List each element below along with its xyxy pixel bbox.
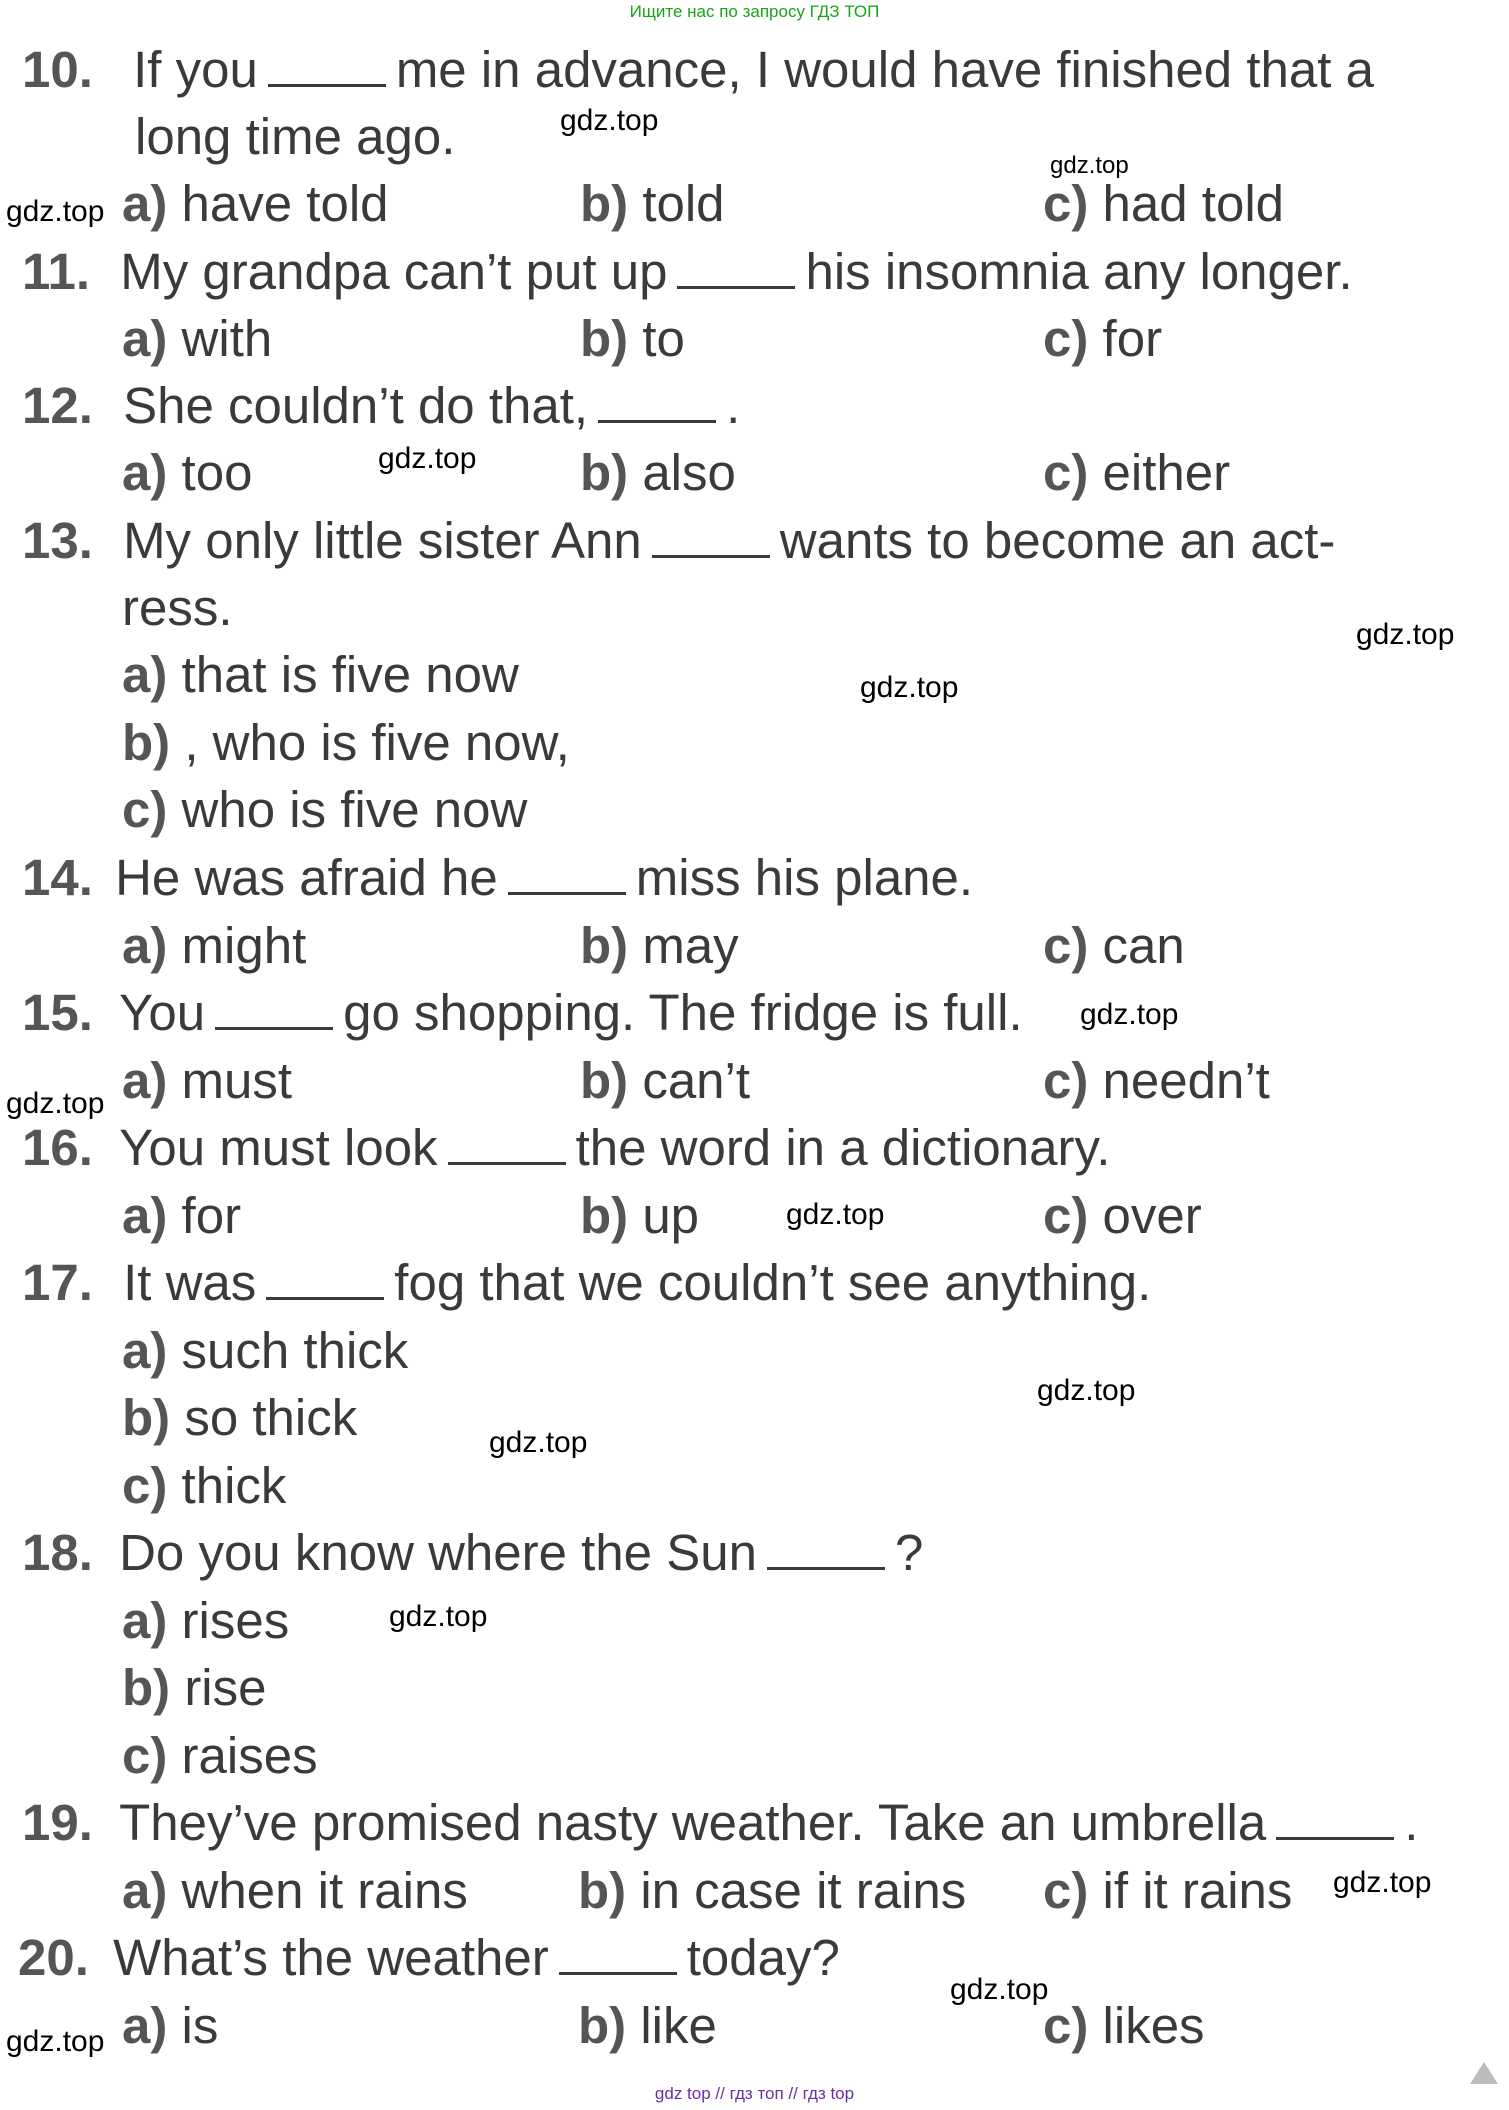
answer-blank (268, 44, 386, 87)
option-c: c) had told (1043, 175, 1285, 232)
question-12: 12. She couldn’t do that, . (22, 377, 741, 434)
option-b: b) up (580, 1187, 700, 1244)
watermark: gdz.top (389, 1600, 488, 1633)
option-a: a) when it rains (122, 1862, 468, 1919)
option-a: a) that is five now (122, 646, 519, 703)
watermark: gdz.top (560, 104, 659, 137)
question-text: me in advance, I would have finished that a (395, 41, 1374, 98)
watermark: gdz.top (378, 442, 477, 475)
answer-blank (266, 1257, 384, 1300)
watermark: gdz.top (786, 1198, 885, 1231)
option-b: b) so thick (122, 1389, 358, 1446)
watermark: gdz.top (1333, 1866, 1432, 1899)
watermark: gdz.top (489, 1426, 588, 1459)
option-b: b) in case it rains (578, 1862, 967, 1919)
bottom-banner: gdz top // гдз топ // гдз top (654, 2084, 855, 2103)
question-15: 15. You go shopping. The fridge is full. (22, 984, 1023, 1041)
option-a: a) is (122, 1997, 219, 2054)
answer-blank (767, 1527, 885, 1570)
option-c: c) if it rains (1043, 1862, 1293, 1919)
option-a: a) for (122, 1187, 242, 1244)
answer-blank (598, 380, 716, 423)
answer-blank (508, 852, 626, 895)
question-13-continuation: ress. (122, 579, 233, 636)
option-c: c) likes (1043, 1997, 1205, 2054)
answer-blank (215, 987, 333, 1030)
question-10 (22, 40, 1374, 100)
watermark: gdz.top (1356, 618, 1455, 651)
option-c: c) for (1043, 310, 1163, 367)
watermark: gdz.top (860, 671, 959, 704)
answer-blank (448, 1122, 566, 1165)
option-c: c) either (1043, 444, 1231, 501)
question-18: 18. Do you know where the Sun ? (22, 1524, 924, 1581)
option-b: b) told (580, 175, 725, 232)
option-b: b) also (580, 444, 736, 501)
watermark: gdz.top (6, 1087, 105, 1120)
question-10-continuation: long time ago. (135, 108, 456, 165)
question-20: 20. What’s the weather today? (18, 1929, 840, 1986)
question-11: 11. My grandpa can’t put up his insomnia any longer. (22, 243, 1353, 300)
option-b: b) , who is five now, (122, 714, 570, 771)
answer-blank (677, 246, 795, 289)
option-b: b) can’t (580, 1052, 751, 1109)
option-b: b) may (580, 917, 739, 974)
option-c: c) who is five now (122, 781, 528, 838)
question-14: 14. He was afraid he miss his plane. (22, 849, 974, 906)
question-19: 19. They’ve promised nasty weather. Take an umbrella . (22, 1794, 1419, 1851)
watermark: gdz.top (1080, 998, 1179, 1031)
question-13: 13. My only little sister Ann wants to become an act- (22, 512, 1336, 569)
option-c: c) needn’t (1043, 1052, 1270, 1109)
watermark: gdz.top (1037, 1374, 1136, 1407)
answer-blank (559, 1932, 677, 1975)
watermark: gdz.top (6, 195, 105, 228)
watermark: gdz.top (6, 2025, 105, 2058)
option-a: a) with (122, 310, 273, 367)
option-c: c) over (1043, 1187, 1202, 1244)
up-arrow-icon[interactable] (1470, 2062, 1498, 2084)
option-c: c) raises (122, 1727, 318, 1784)
option-c: c) thick (122, 1457, 287, 1514)
option-a: a) might (122, 917, 307, 974)
option-a: a) rises (122, 1592, 290, 1649)
question-16: 16. You must look the word in a dictionary. (22, 1119, 1111, 1176)
question-text: If you (133, 41, 258, 98)
option-a: a) such thick (122, 1322, 409, 1379)
answer-blank (1276, 1797, 1394, 1840)
option-a: a) too (122, 444, 253, 501)
option-b: b) rise (122, 1659, 267, 1716)
watermark: gdz.top (1050, 152, 1129, 179)
option-a: a) must (122, 1052, 293, 1109)
top-banner: Ищите нас по запросу ГДЗ ТОП (629, 2, 880, 21)
question-number: 10. (22, 41, 93, 98)
answer-blank (652, 515, 770, 558)
watermark: gdz.top (950, 1973, 1049, 2006)
question-17: 17. It was fog that we couldn’t see anything. (22, 1254, 1152, 1311)
option-a: a) have told (122, 175, 389, 232)
option-b: b) like (578, 1997, 717, 2054)
option-b: b) to (580, 310, 685, 367)
option-c: c) can (1043, 917, 1185, 974)
